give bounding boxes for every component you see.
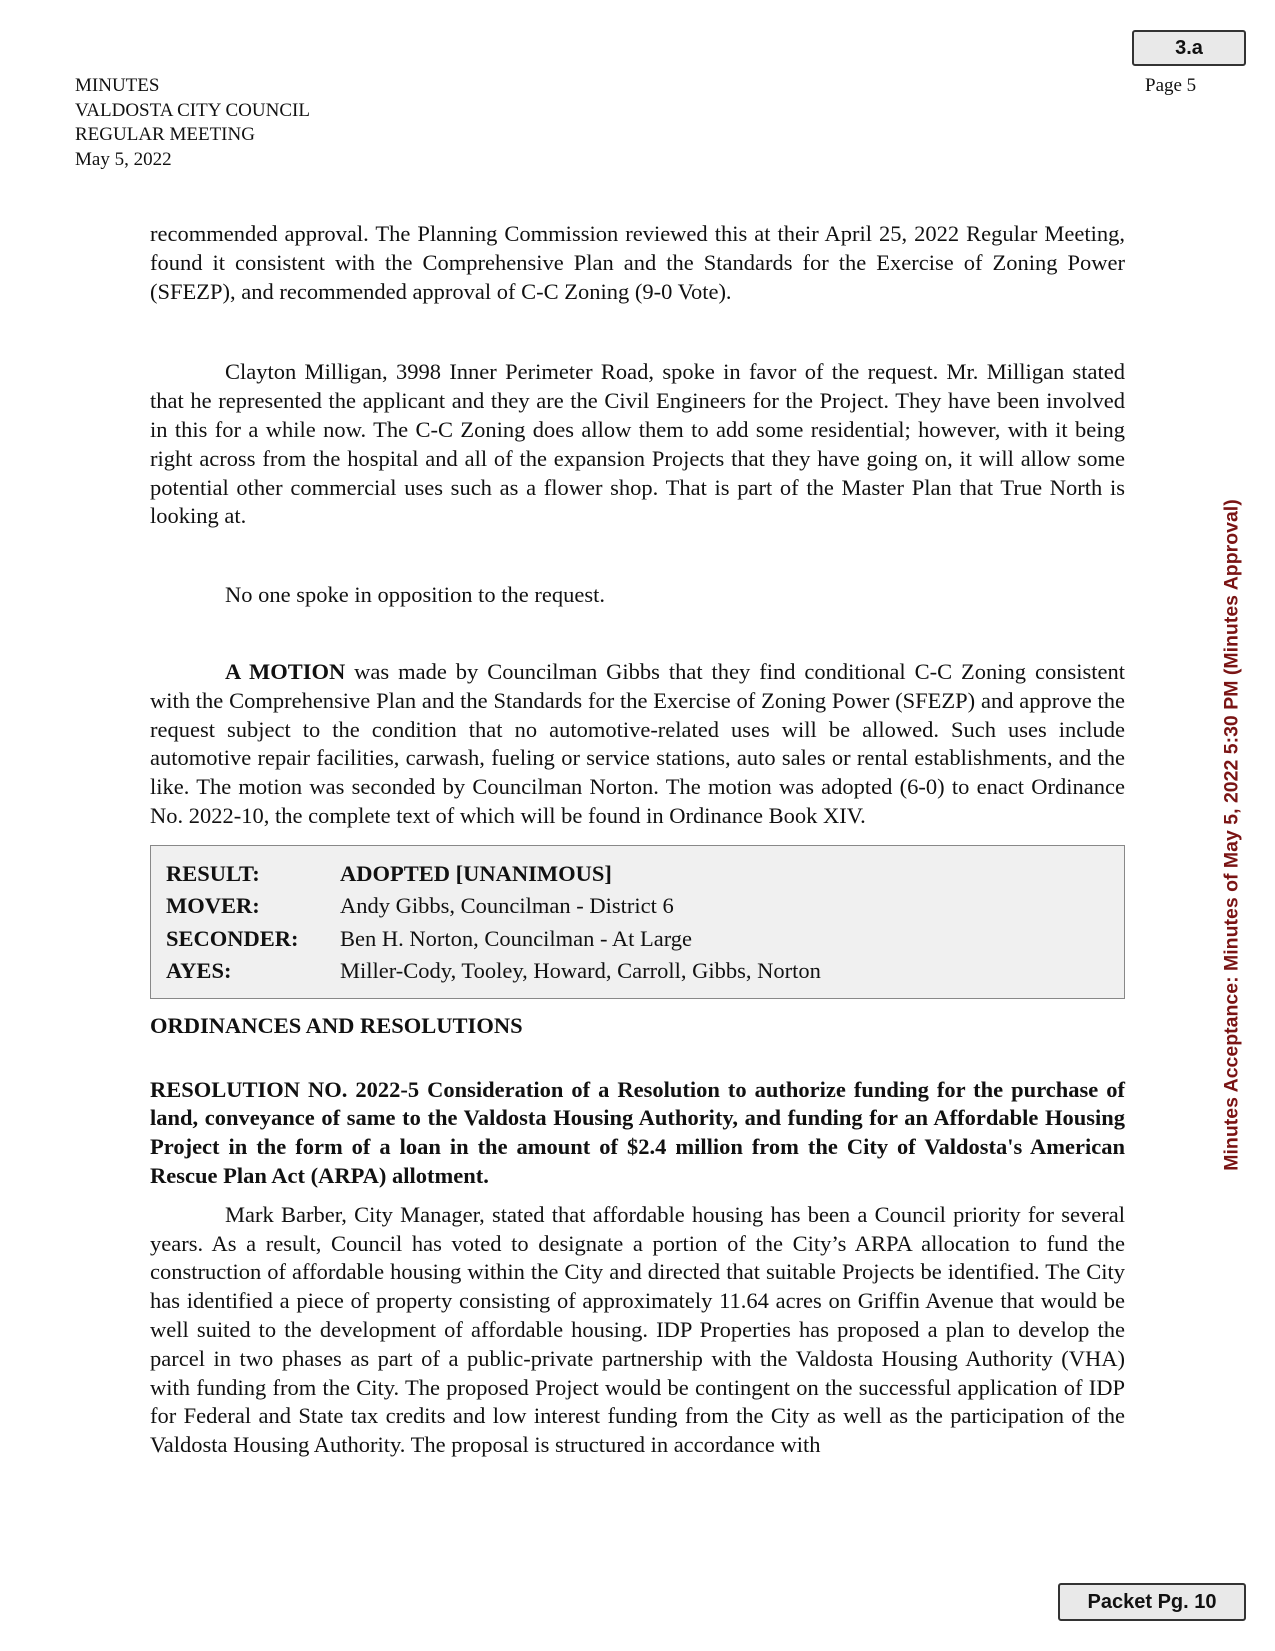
header-line-council: VALDOSTA CITY COUNCIL xyxy=(75,99,310,121)
seconder-value: Ben H. Norton, Councilman - At Large xyxy=(340,925,693,951)
minutes-body xyxy=(150,220,1125,1460)
ayes-value: Miller-Cody, Tooley, Howard, Carroll, Gibbs, Norton xyxy=(340,958,821,984)
paragraph-motion xyxy=(150,658,1125,831)
motion-text: was made by Councilman Gibbs that they find conditional C-C Zoning consistent with the Comprehensive Plan and the Standards for the Exercise of Zoning Power (SFEZP) and approve the request subject to the condition that no automotive-related uses will be allowed. Such uses include automotive repair facilities, carwash, fueling or service stations, auto sales or rental establishments, and the like. The motion was seconded by Councilman Norton. The motion was adopted (6-0) to enact Ordinance No. 2022-10, the complete text of which will be found in Ordinance Book XIV. xyxy=(150,658,1125,828)
paragraph-no-opposition: No one spoke in opposition to the request. xyxy=(225,582,605,608)
mover-label: MOVER: xyxy=(166,893,260,919)
paragraph-barber-statement: Mark Barber, City Manager, stated that affordable housing has been a Council priority for several years. As a result, Council has voted to designate a portion of the City’s ARPA allocation to fund the construction of affordable housing within the City and directed that suitable Projects be identified. The City has identified a piece of property consisting of approximately 11.64 acres on Griffin Avenue that would be well suited to the development of affordable housing. IDP Properties has proposed a plan to develop the parcel in two phases as part of a public-private partnership with the Valdosta Housing Authority (VHA) with funding from the City. The proposed Project would be contingent on the successful application of IDP for Federal and State tax credits and low interest funding from the City as well as the participation of the Valdosta Housing Authority. The proposal is structured in accordance with xyxy=(150,1201,1125,1458)
seconder-label: SECONDER: xyxy=(166,925,299,951)
header-line-meeting-type: REGULAR MEETING xyxy=(75,124,255,145)
paragraph-planning-commission: recommended approval. The Planning Commission reviewed this at their April 25, 2022 Regular Meeting, found it consistent with the Comprehensive Plan and the Standards for the Exercise of Zoning Power (SFEZP), and recommended approval of C-C Zoning (9-0 Vote). xyxy=(150,221,1125,304)
seconder-row xyxy=(166,923,1110,956)
header-line-minutes: MINUTES xyxy=(75,75,160,96)
ayes-row xyxy=(166,955,1110,988)
mover-row xyxy=(166,890,1110,923)
packet-page-label: Packet Pg. 10 xyxy=(1058,1583,1246,1621)
agenda-item-tag: 3.a xyxy=(1132,30,1246,66)
paragraph-milligan-testimony: Clayton Milligan, 3998 Inner Perimeter Road, spoke in favor of the request. Mr. Milligan stated that he represented the applicant and they are the Civil Engineers for the Project. They have been involved in this for a while now. The C-C Zoning does allow them to add some residential; however, with it being right across from the hospital and all of the expansion Projects that they have going on, it will allow some potential other commercial uses such as a flower shop. That is part of the Master Plan that True North is looking at. xyxy=(150,359,1125,529)
page-number: Page 5 xyxy=(1145,75,1197,96)
ayes-label: AYES: xyxy=(166,958,232,984)
section-heading-ordinances: ORDINANCES AND RESOLUTIONS xyxy=(150,1012,523,1038)
result-value: ADOPTED [UNANIMOUS] xyxy=(340,860,612,886)
result-label: RESULT: xyxy=(166,860,260,886)
vertical-acceptance-stamp: Minutes Acceptance: Minutes of May 5, 2022 5:30 PM (Minutes Approval) xyxy=(1220,499,1243,1171)
mover-value: Andy Gibbs, Councilman - District 6 xyxy=(340,893,674,919)
document-header xyxy=(75,74,310,172)
motion-lead: A MOTION xyxy=(225,658,346,684)
vote-result-box xyxy=(150,845,1125,999)
result-row xyxy=(166,858,1110,891)
resolution-heading: RESOLUTION NO. 2022-5 Consideration of a Resolution to authorize funding for the purchase of land, conveyance of same to the Valdosta Housing Authority, and funding for an Affordable Housing Project in the form of a loan in the amount of $2.4 million from the City of Valdosta's American Rescue Plan Act (ARPA) allotment. xyxy=(150,1076,1125,1188)
header-line-date: May 5, 2022 xyxy=(75,148,172,170)
